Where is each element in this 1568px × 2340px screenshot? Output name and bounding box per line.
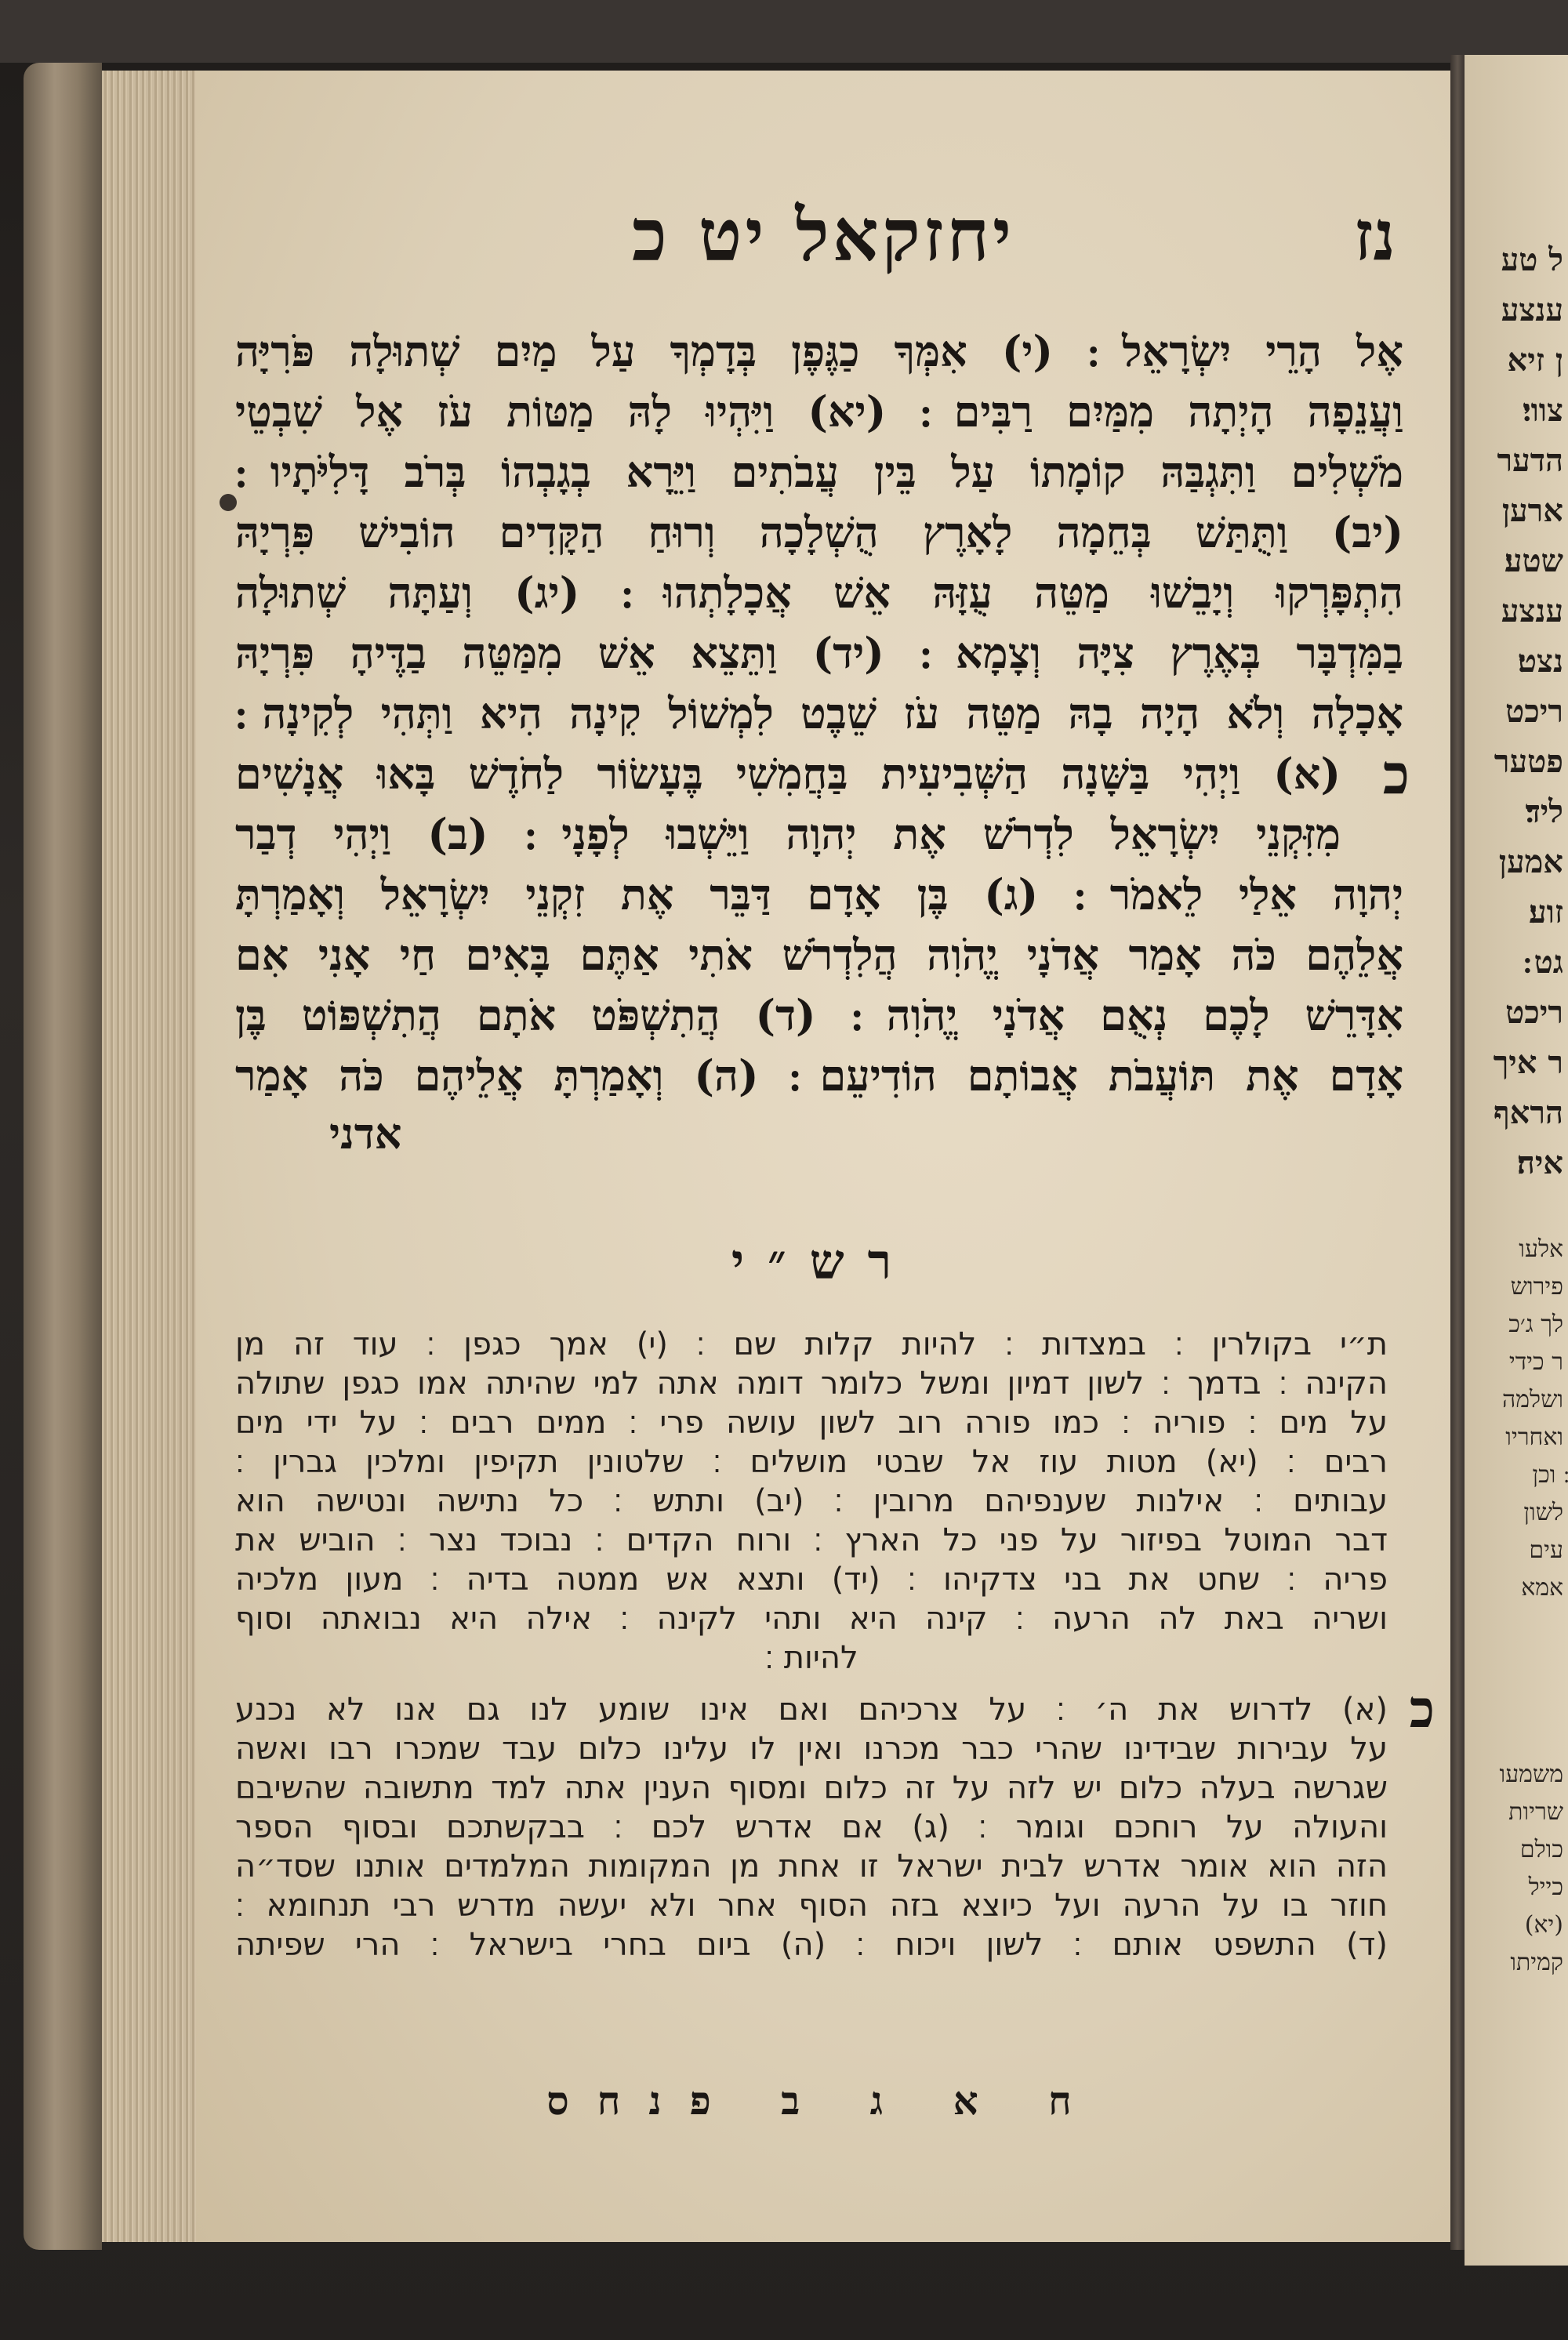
verse-text: [235, 321, 1410, 1161]
facing-line: אלעו: [1519, 1235, 1563, 1263]
left-page: [196, 71, 1450, 2242]
facing-line: ריכט: [1505, 693, 1563, 730]
verse-line: בַמִּדְבָּר בְּאֶרֶץ צִיָּה וְצָמָא ׃ (יד) וַתֵּצֵא אֵשׁ מִמַּטֵּה בַדֶּיהָ פִּרְיָהּ: [235, 628, 1403, 678]
verse-line: וַעֲנֵפָה הָיְתָה מִמַּיִם רַבִּים ׃ (יא) וַיִּהְיוּ לָהּ מַטּוֹת עֹז אֶל שִׁבְטֵי: [235, 386, 1403, 437]
commentary-chapter-start: [235, 1678, 1435, 1740]
facing-page-middle: [1465, 1231, 1568, 1607]
printer-signature: ח א ג ב פנחס: [546, 2077, 1100, 2124]
facing-line: לך ג׳כ: [1508, 1311, 1563, 1338]
book-cover-top: [0, 0, 1568, 63]
verse-line: אֶל הָרֵי יִשְׂרָאֵל ׃ (י) אִמְּךָ כַגֶּפֶן בְּדָמְךָ עַל מַיִם שְׁתוּלָה פֹּרִיָּה: [235, 326, 1403, 376]
verse-line: הִתְפָּרְקוּ וְיָבֵשׁוּ מַטֵּה עֻזָּהּ אֵשׁ אֲכָלָתְהוּ ׃ (יג) וְעַתָּה שְׁתוּלָה: [235, 568, 1403, 618]
verse-line: מֹשְׁלִים וַתִּגְבַּהּ קוֹמָתוֹ עַל בֵּין עֲבֹתִים וַיֵּרָא בְגָבְהוֹ בְּרֹב דָּלִיֹּתָיו ׃: [235, 447, 1403, 497]
facing-line: הראף: [1493, 1094, 1563, 1131]
facing-line: כייל: [1528, 1874, 1563, 1901]
facing-page-top: [1465, 235, 1568, 1188]
facing-line: ענצע: [1501, 593, 1563, 629]
verse-line: (א) וַיְהִי בַּשָּׁנָה הַשְּׁבִיעִית בַּחֲמִשִׁי בֶּעָשׂוֹר לַחֹדֶשׁ בָּאוּ אֲנָשִׁים: [235, 749, 1341, 799]
facing-line: פירוש: [1510, 1273, 1563, 1301]
chapter-number: כ: [1382, 742, 1410, 807]
verse-line: יְהוָה אֵלַי לֵאמֹר ׃ (ג) בֶּן אָדָם דַּבֵּר אֶת זִקְנֵי יִשְׂרָאֵל וְאָמַרְתָּ: [235, 869, 1403, 920]
facing-line: משמעו: [1499, 1761, 1563, 1788]
verse-line: מִזִּקְנֵי יִשְׂרָאֵל לִדְרֹשׁ אֶת יְהוָה וַיֵּשְׁבוּ לְפָנָי ׃ (ב) וַיְהִי דְבַר: [235, 809, 1341, 859]
verse-line: אָכָלָה וְלֹא הָיָה בָהּ מַטֵּה עֹז שֵׁבֶט לִמְשׁוֹל קִינָה הִיא וַתְּהִי לְקִינָה ׃: [235, 688, 1403, 738]
facing-line: נצט׃: [1517, 643, 1563, 680]
facing-line: ן זיא: [1507, 342, 1563, 379]
facing-line: ארען: [1501, 492, 1563, 529]
facing-line: אמען: [1498, 843, 1563, 880]
page-number: נז: [1353, 194, 1396, 276]
commentary-text: [235, 1325, 1435, 1965]
commentary-line: הזה הוא אומר אדרש לבית ישראל זו אחת מן המקומות המלמדים אותנו שסד״ה: [235, 1848, 1388, 1885]
commentary-line: ושריה באת לה הרעה ׃ קינה היא ותהי לקינה ׃ אילה היא נבואתה וסוף: [235, 1601, 1388, 1637]
commentary-line: על מים ׃ פוריה ׃ כמו פורה רוב לשון עושה פרי ׃ ממים רבים ׃ על ידי מים: [235, 1405, 1388, 1441]
chapter-start: [235, 742, 1410, 807]
facing-page: [1465, 55, 1568, 2266]
facing-line: עים: [1529, 1536, 1563, 1564]
facing-line: גט ׃: [1523, 944, 1563, 981]
commentary-line: שגרשה בעלה כלום יש לזה על זה כלום ומסוף הענין אתה למד מתשובה שהשיבם: [235, 1770, 1388, 1806]
commentary-line: על עבירות שבידינו שהרי כבר מכרנו ואין לו עלינו כלום עבד שמכרו רבו ואשה: [235, 1731, 1388, 1767]
commentary-line: דבר המוטל בפיזור על פני כל הארץ ׃ ורוח הקדים ׃ נבוכד נצר ׃ הוביש את: [235, 1522, 1388, 1558]
facing-line: כולם: [1519, 1836, 1563, 1863]
facing-line: ר איך: [1493, 1044, 1563, 1081]
verse-line: אָדָם אֶת תּוֹעֲבֹת אֲבוֹתָם הוֹדִיעֵם ׃ (ה) וְאָמַרְתָּ אֲלֵיהֶם כֹּה אָמַר: [235, 1050, 1403, 1101]
facing-line: קמיתו: [1510, 1949, 1563, 1976]
facing-line: ואחריו: [1505, 1424, 1563, 1451]
commentary-line: עבותים ׃ אילנות שענפיהם מרובין ׃ (יב) ותתש ׃ כל נתישה ונטישה הוא: [235, 1483, 1388, 1519]
running-head: [196, 188, 1450, 282]
facing-line: לשון: [1523, 1499, 1563, 1526]
commentary-line: (ד) התשפט אותם ׃ לשון ויכוח ׃ (ה) ביום בחרי בישראל ׃ הרי שפיתה: [235, 1927, 1388, 1963]
verse-line: (יב) וַתֻּתַּשׁ בְּחֵמָה לָאָרֶץ הֻשְׁלָכָה וְרוּחַ הַקָּדִים הוֹבִישׁ פִּרְיָהּ: [235, 507, 1403, 557]
ink-mark: [220, 494, 237, 511]
facing-line: ׃ וכן: [1532, 1461, 1563, 1489]
commentary-heading: רש״י: [731, 1233, 916, 1290]
book-spine: [24, 63, 102, 2250]
facing-line: ושלמה: [1502, 1386, 1563, 1413]
commentary-line: הקינה ׃ בדמך ׃ לשון דמיון ומשל כלומר דומה אתה למי שהיתה אמו כגפן שתולה: [235, 1366, 1388, 1402]
facing-line: ענצע: [1501, 292, 1563, 328]
commentary-line: רבים ׃ (יא) מטות עוז אל שבטי מושלים ׃ שלטונין תקיפין ומלכין גברין ׃: [235, 1444, 1388, 1480]
book-gutter: [1450, 55, 1465, 2250]
facing-line: צווי׃: [1523, 392, 1563, 429]
commentary-line: להיות ׃: [764, 1640, 858, 1676]
commentary-line: ת״י בקולרין ׃ במצדות ׃ להיות קלות שם ׃ (י) אמך כגפן ׃ עוד זה מן: [235, 1326, 1388, 1362]
commentary-line: והעולה על רוחכם וגומר ׃ (ג) אם אדרש לכם ׃ בבקשתכם ובסוף הספר: [235, 1809, 1388, 1845]
verse-line: אִדָּרֵשׁ לָכֶם נְאֻם אֲדֹנָי יֱהֹוִה ׃ (ד) הֲתִשְׁפֹּט אֹתָם הֲתִשְׁפּוֹט בֶּן: [235, 990, 1403, 1040]
facing-page-bottom: [1465, 1756, 1568, 1982]
facing-line: הדער: [1497, 442, 1563, 479]
facing-line: שריות: [1508, 1798, 1563, 1826]
facing-line: ליד׃: [1525, 793, 1563, 830]
facing-line: אמא: [1521, 1574, 1563, 1602]
facing-line: ריכט: [1505, 994, 1563, 1031]
facing-line: פטער: [1494, 743, 1563, 780]
commentary-chapter-number: כ: [1409, 1678, 1435, 1740]
facing-line: ר כידי: [1508, 1348, 1563, 1376]
facing-line: (יא): [1524, 1911, 1563, 1939]
verse-line: אֲלֵהֶם כֹּה אָמַר אֲדֹנָי יֱהֹוִה הֲלִדְרֹשׁ אֹתִי אַתֶּם בָּאִים חַי אָנִי אִם: [235, 930, 1403, 980]
catchword: אדני: [329, 1108, 402, 1159]
commentary-line: (א) לדרוש את ה׳ ׃ על צרכיהם ואם אינו שומע לנו גם אנו לא נכנע: [235, 1692, 1388, 1728]
facing-line: ל טע: [1501, 241, 1563, 278]
commentary-line: חוזר בו על הרעה ועל כיוצא בזה הסוף אחר ולא יעשה מדרש רבי תנחומא ׃: [235, 1888, 1388, 1924]
book-title: יחזקאל יט כ: [631, 193, 1015, 278]
facing-line: זוע׃: [1528, 894, 1563, 931]
facing-line: שטע׃: [1504, 542, 1563, 579]
facing-line: איה׃: [1516, 1145, 1563, 1181]
page-edges: [102, 71, 196, 2242]
commentary-line: פריה ׃ שחט את בני צדקיהו ׃ (יד) ותצא אש ממטה בדיה ׃ מעון מלכיה: [235, 1562, 1388, 1598]
